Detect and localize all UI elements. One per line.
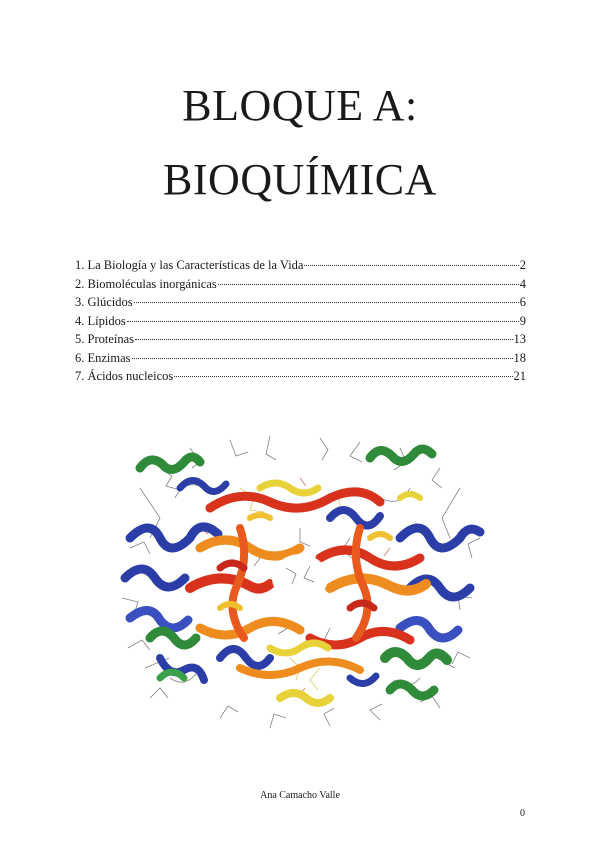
toc-leader-dots [135, 339, 512, 340]
toc-leader-dots [127, 321, 519, 322]
toc-entry-page: 4 [519, 276, 526, 291]
toc-entry-7[interactable] [75, 369, 526, 388]
toc-entry-6[interactable] [75, 351, 526, 370]
table-of-contents [75, 258, 526, 388]
central-cavity [272, 554, 328, 602]
toc-leader-dots [174, 376, 512, 377]
toc-entry-2[interactable] [75, 277, 526, 296]
page-number: 0 [520, 808, 525, 819]
toc-entry-label: 3. Glúcidos [75, 295, 133, 309]
toc-entry-label: 6. Enzimas [75, 350, 131, 365]
toc-entry-label: 5. Proteínas [75, 332, 135, 346]
toc-leader-dots [132, 358, 513, 359]
author-name: Ana Camacho Valle [260, 790, 340, 801]
toc-entry-4[interactable] [75, 314, 526, 333]
toc-entry-1[interactable] [75, 258, 526, 277]
toc-entry-page: 21 [513, 369, 526, 383]
page-title-line-1: BLOQUE A: [182, 81, 418, 130]
toc-entry-page: 6 [519, 295, 526, 309]
page-title-line-2: BIOQUÍMICA [163, 155, 437, 204]
toc-entry-page: 18 [513, 350, 526, 365]
toc-entry-label: 1. La Biología y las Características de la Vida [75, 258, 304, 272]
toc-entry-page: 9 [519, 313, 526, 328]
toc-leader-dots [304, 265, 518, 266]
toc-leader-dots [134, 302, 519, 303]
toc-entry-label: 4. Lípidos [75, 313, 126, 328]
toc-entry-label: 7. Ácidos nucleicos [75, 369, 174, 383]
toc-entry-3[interactable] [75, 295, 526, 314]
toc-entry-page: 13 [513, 332, 526, 346]
toc-entry-label: 2. Biomoléculas inorgánicas [75, 276, 217, 291]
toc-entry-5[interactable] [75, 332, 526, 351]
toc-leader-dots [218, 284, 519, 285]
protein-structure-image [100, 428, 500, 736]
toc-entry-page: 2 [519, 258, 526, 272]
